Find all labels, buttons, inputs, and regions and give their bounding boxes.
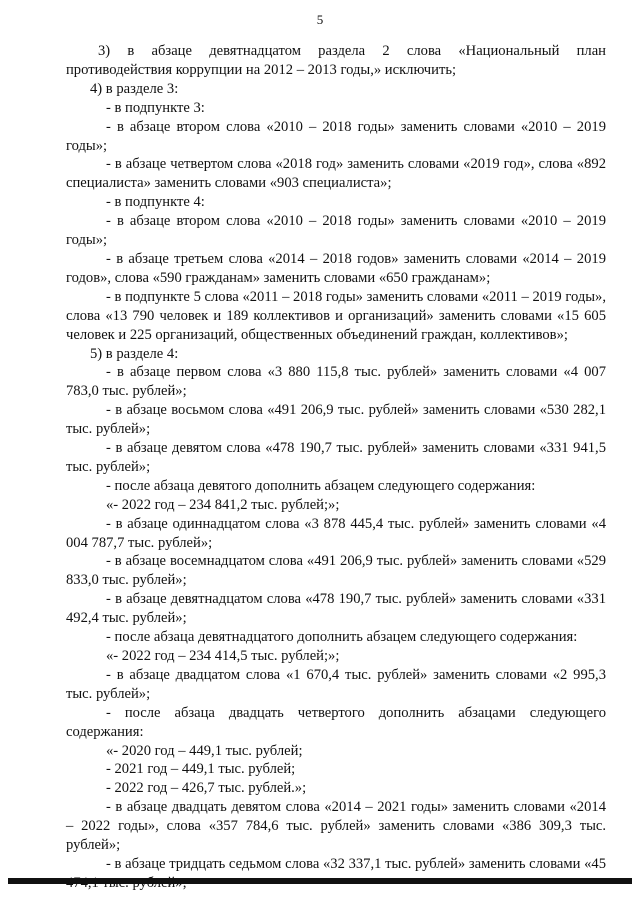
paragraph: 4) в разделе 3: [90, 80, 179, 97]
paragraph: - после абзаца девятнадцатого дополнить абзацем следующего содержания: [106, 629, 578, 646]
scan-edge-bar [8, 878, 632, 884]
paragraph: - в абзаце одиннадцатом слова «3 878 445,4 тыс. рублей» заменить словами «4 004 787,7 тыс. рублей»; [66, 515, 606, 551]
paragraph: - 2022 год – 426,7 тыс. рублей.»; [106, 780, 307, 797]
paragraph: - в подпункте 4: [106, 194, 205, 211]
paragraph: - в абзаце девятом слова «478 190,7 тыс. рублей» заменить словами «331 941,5 тыс. рублей»; [66, 440, 606, 475]
paragraph: - в абзаце втором слова «2010 – 2018 годы» заменить словами «2010 – 2019 годы»; [66, 118, 606, 154]
paragraph: - после абзаца девятого дополнить абзацем следующего содержания: [106, 477, 536, 494]
paragraph: - в абзаце третьем слова «2014 – 2018 годов» заменить словами «2014 – 2019 годов», слова «590 гражданам» заменить словами «650 гражданам»; [66, 250, 606, 286]
paragraph: - в подпункте 5 слова «2011 – 2018 годы» заменить словами «2011 – 2019 годы», слова «13 790 человек и 189 коллективов и организаций» заменить словами «15 605 человек и 225 организаций, общественных объединений граждан, коллективов»; [66, 288, 606, 343]
paragraph: «- 2022 год – 234 414,5 тыс. рублей;»; [106, 648, 340, 664]
paragraph: - в абзаце девятнадцатом слова «478 190,7 тыс. рублей» заменить словами «331 492,4 тыс. рублей»; [66, 591, 606, 627]
paragraph: - в абзаце втором слова «2010 – 2018 годы» заменить словами «2010 – 2019 годы»; [66, 213, 606, 249]
paragraph: «- 2020 год – 449,1 тыс. рублей; [106, 742, 303, 759]
paragraph: - в абзаце восьмом слова «491 206,9 тыс. рублей» заменить словами «530 282,1 тыс. рублей»; [66, 402, 606, 438]
document-body [66, 42, 606, 893]
paragraph: - в абзаце двадцатом слова «1 670,4 тыс. рублей» заменить словами «2 995,3 тыс. рублей»; [66, 666, 606, 702]
paragraph: - в подпункте 3: [106, 99, 205, 116]
paragraph: - в абзаце тридцать седьмом слова «32 337,1 тыс. рублей» заменить словами «45 [106, 855, 606, 872]
paragraph: - в абзаце двадцать девятом слова «2014 – 2021 годы» заменить словами «2014 – 2022 годы», слова «357 784,6 тыс. рублей» заменить словами «386 309,3 тыс. рублей»; [66, 799, 606, 854]
paragraph: 5) в разделе 4: [90, 345, 179, 362]
page-number: 5 [316, 12, 324, 27]
paragraph: - после абзаца двадцать четвертого дополнить абзацами следующего содержания: [66, 704, 606, 740]
paragraph: «- 2022 год – 234 841,2 тыс. рублей;»; [106, 496, 340, 513]
paragraph: - в абзаце восемнадцатом слова «491 206,9 тыс. рублей» заменить словами «529 833,0 тыс. рублей»; [66, 553, 606, 589]
paragraph: 3) в абзаце девятнадцатом раздела 2 слова «Национальный план противодействия коррупции на 2012 – 2013 годы,» исключить; [66, 43, 606, 78]
paragraph: - 2021 год – 449,1 тыс. рублей; [106, 761, 296, 778]
paragraph: - в абзаце первом слова «3 880 115,8 тыс. рублей» заменить словами «4 007 783,0 тыс. рублей»; [66, 364, 606, 400]
paragraph: - в абзаце четвертом слова «2018 год» заменить словами «2019 год», слова «892 специалиста» заменить словами «903 специалиста»; [66, 156, 606, 192]
